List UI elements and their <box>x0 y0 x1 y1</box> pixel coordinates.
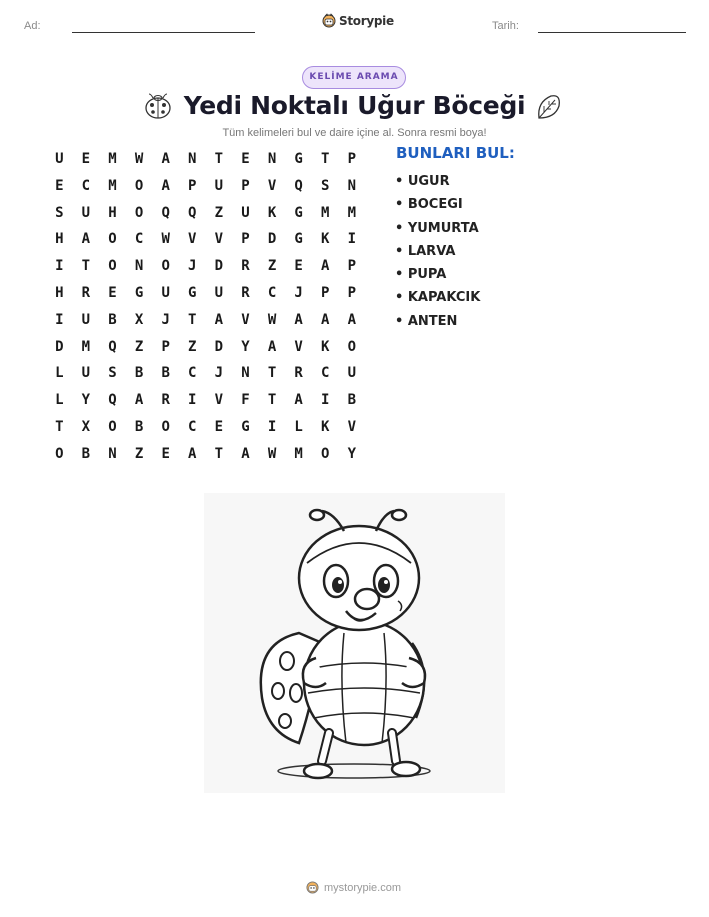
grid-letter[interactable]: G <box>241 418 250 435</box>
grid-letter[interactable]: I <box>347 231 357 248</box>
grid-letter[interactable]: O <box>108 231 117 248</box>
grid-letter[interactable]: X <box>134 311 144 328</box>
grid-letter[interactable]: M <box>321 204 330 221</box>
leaf-icon <box>535 92 563 122</box>
grid-letter[interactable]: O <box>161 418 170 435</box>
grid-letter[interactable]: Z <box>134 338 144 355</box>
grid-letter[interactable]: E <box>55 177 64 194</box>
grid-letter[interactable]: P <box>347 258 357 275</box>
grid-letter[interactable]: U <box>81 365 91 382</box>
grid-letter[interactable]: P <box>347 284 357 301</box>
grid-letter[interactable]: A <box>321 258 330 275</box>
grid-letter[interactable]: U <box>214 284 224 301</box>
grid-letter[interactable]: A <box>347 311 357 328</box>
grid-letter[interactable]: V <box>241 311 250 328</box>
grid-letter[interactable]: Z <box>134 445 144 462</box>
grid-row <box>46 200 365 227</box>
grid-letter[interactable]: A <box>294 392 303 409</box>
brand-name: Storypie <box>339 14 394 28</box>
grid-letter[interactable]: A <box>81 231 91 248</box>
grid-letter[interactable]: T <box>188 311 197 328</box>
word-list-item: • ANTEN <box>395 313 458 329</box>
grid-letter[interactable]: K <box>267 204 277 221</box>
footer-url[interactable]: mystorypie.com <box>324 881 402 894</box>
grid-letter[interactable]: A <box>241 445 250 462</box>
grid-letter[interactable]: I <box>188 392 197 409</box>
grid-letter[interactable]: N <box>241 365 250 382</box>
grid-letter[interactable]: V <box>347 418 357 435</box>
grid-letter[interactable]: N <box>267 151 277 167</box>
grid-letter[interactable]: K <box>321 231 330 248</box>
grid-letter[interactable]: I <box>55 311 64 328</box>
storypie-logo-icon <box>322 13 336 29</box>
grid-letter[interactable]: R <box>81 284 91 301</box>
grid-letter[interactable]: B <box>347 392 357 409</box>
grid-letter[interactable]: S <box>108 365 117 382</box>
grid-letter[interactable]: I <box>55 258 64 275</box>
grid-letter[interactable]: R <box>241 284 250 301</box>
grid-letter[interactable]: C <box>134 231 144 248</box>
page-title: Yedi Noktalı Uğur Böceği <box>183 91 526 120</box>
grid-letter[interactable]: Y <box>81 392 91 409</box>
grid-letter[interactable]: G <box>294 231 303 248</box>
grid-letter[interactable]: U <box>81 311 91 328</box>
grid-letter[interactable]: R <box>161 392 170 409</box>
grid-letter[interactable]: O <box>108 258 117 275</box>
grid-row <box>46 280 365 307</box>
grid-letter[interactable]: T <box>214 151 224 167</box>
grid-letter[interactable]: G <box>134 284 144 301</box>
grid-letter[interactable]: Q <box>294 177 303 194</box>
word-list-item: • UGUR <box>395 174 450 189</box>
grid-letter[interactable]: B <box>161 365 170 382</box>
grid-letter[interactable]: M <box>81 338 91 355</box>
grid-row <box>46 253 365 280</box>
grid-letter[interactable]: H <box>108 204 117 221</box>
grid-letter[interactable]: J <box>294 284 303 301</box>
grid-letter[interactable]: A <box>188 445 197 462</box>
grid-letter[interactable]: T <box>267 365 277 382</box>
grid-letter[interactable]: P <box>241 177 250 194</box>
grid-letter[interactable]: L <box>294 418 303 435</box>
grid-letter[interactable]: O <box>134 177 144 194</box>
grid-letter[interactable]: F <box>241 392 250 409</box>
grid-letter[interactable]: O <box>347 338 357 355</box>
grid-letter[interactable]: P <box>188 177 197 194</box>
grid-letter[interactable]: B <box>134 365 144 382</box>
grid-letter[interactable]: A <box>294 311 303 328</box>
grid-letter[interactable]: D <box>55 338 64 355</box>
grid-letter[interactable]: C <box>188 365 197 382</box>
grid-letter[interactable]: I <box>267 418 277 435</box>
grid-letter[interactable]: T <box>267 392 277 409</box>
grid-letter[interactable]: J <box>188 258 197 275</box>
grid-letter[interactable]: E <box>294 258 303 275</box>
grid-letter[interactable]: T <box>321 151 330 167</box>
grid-letter[interactable]: V <box>294 338 303 355</box>
grid-letter[interactable]: W <box>267 445 277 462</box>
date-line <box>538 32 686 33</box>
grid-letter[interactable]: K <box>321 338 330 355</box>
grid-letter[interactable]: T <box>55 418 64 435</box>
word-list <box>395 170 480 333</box>
grid-letter[interactable]: A <box>214 311 224 328</box>
grid-letter[interactable]: M <box>108 151 117 167</box>
grid-letter[interactable]: B <box>108 311 117 328</box>
grid-letter[interactable]: M <box>347 204 357 221</box>
grid-letter[interactable]: H <box>55 284 64 301</box>
grid-letter[interactable]: Q <box>188 204 197 221</box>
grid-letter[interactable]: O <box>161 258 170 275</box>
grid-letter[interactable]: C <box>321 365 330 382</box>
grid-row <box>46 307 365 334</box>
grid-letter[interactable]: V <box>214 231 224 248</box>
grid-letter[interactable]: U <box>214 177 224 194</box>
grid-letter[interactable]: U <box>81 204 91 221</box>
grid-letter[interactable]: A <box>321 311 330 328</box>
footer <box>306 880 401 895</box>
grid-row <box>46 226 365 253</box>
grid-row <box>46 387 365 414</box>
grid-letter[interactable]: B <box>134 418 144 435</box>
instructions: Tüm kelimeleri bul ve daire içine al. Sonra resmi boya! <box>222 127 487 139</box>
grid-letter[interactable]: M <box>108 177 117 194</box>
grid-letter[interactable]: O <box>55 445 64 462</box>
grid-letter[interactable]: E <box>108 284 117 301</box>
grid-letter[interactable]: E <box>161 445 170 462</box>
grid-letter[interactable]: E <box>81 151 91 167</box>
grid-letter[interactable]: T <box>81 258 91 275</box>
grid-letter[interactable]: N <box>108 445 117 462</box>
grid-letter[interactable]: O <box>134 204 144 221</box>
grid-letter[interactable]: Q <box>161 204 170 221</box>
grid-letter[interactable]: Z <box>267 258 277 275</box>
grid-letter[interactable]: P <box>241 231 250 248</box>
grid-letter[interactable]: Y <box>241 338 250 355</box>
grid-letter[interactable]: Z <box>188 338 197 355</box>
word-list-item: • YUMURTA <box>395 220 479 236</box>
grid-letter[interactable]: A <box>267 338 277 355</box>
grid-letter[interactable]: W <box>267 311 277 328</box>
grid-letter[interactable]: X <box>81 418 91 435</box>
grid-letter[interactable]: L <box>55 365 64 382</box>
grid-letter[interactable]: B <box>81 445 91 462</box>
category-badge: KELİME ARAMA <box>302 66 406 89</box>
name-label: Ad: <box>24 20 41 32</box>
grid-letter[interactable]: C <box>188 418 197 435</box>
grid-letter[interactable]: Z <box>214 204 224 221</box>
grid-letter[interactable]: V <box>267 177 277 194</box>
grid-letter[interactable]: A <box>161 177 170 194</box>
grid-letter[interactable]: U <box>55 151 64 167</box>
name-line <box>72 32 255 33</box>
grid-letter[interactable]: S <box>55 204 64 221</box>
grid-row <box>46 173 365 200</box>
grid-letter[interactable]: P <box>321 284 330 301</box>
grid-letter[interactable]: O <box>321 445 330 462</box>
grid-letter[interactable]: E <box>214 418 224 435</box>
grid-letter[interactable]: I <box>321 392 330 409</box>
grid-letter[interactable]: T <box>214 445 224 462</box>
grid-letter[interactable]: S <box>321 177 330 194</box>
grid-letter[interactable]: A <box>161 151 170 167</box>
grid-letter[interactable]: D <box>267 231 277 248</box>
grid-letter[interactable]: R <box>241 258 250 275</box>
grid-letter[interactable]: G <box>188 284 197 301</box>
grid-letter[interactable]: H <box>55 231 64 248</box>
grid-letter[interactable]: G <box>294 151 303 167</box>
grid-letter[interactable]: W <box>134 151 144 167</box>
grid-letter[interactable]: R <box>294 365 303 382</box>
brand-logo <box>322 13 394 29</box>
grid-letter[interactable]: J <box>214 365 224 382</box>
word-list-title: BUNLARI BUL: <box>396 144 515 162</box>
storypie-logo-icon <box>306 880 319 895</box>
grid-letter[interactable]: Q <box>108 338 117 355</box>
grid-letter[interactable]: E <box>241 151 250 167</box>
grid-letter[interactable]: A <box>134 392 144 409</box>
grid-letter[interactable]: M <box>294 445 303 462</box>
grid-letter[interactable]: C <box>267 284 277 301</box>
grid-letter[interactable]: U <box>347 365 357 382</box>
grid-row <box>46 146 365 173</box>
word-list-item: • BOCEGI <box>395 197 463 213</box>
grid-letter[interactable]: W <box>161 231 170 248</box>
grid-letter[interactable]: P <box>161 338 170 355</box>
grid-letter[interactable]: Q <box>108 392 117 409</box>
grid-letter[interactable]: U <box>241 204 250 221</box>
grid-letter[interactable]: V <box>188 231 197 248</box>
ladybug-coloring-illustration <box>204 493 505 793</box>
grid-row <box>46 441 365 468</box>
grid-letter[interactable]: U <box>161 284 170 301</box>
word-list-item: • KAPAKCIK <box>395 290 481 306</box>
grid-letter[interactable]: L <box>55 392 64 409</box>
date-label: Tarih: <box>492 20 519 32</box>
grid-letter[interactable]: V <box>214 392 224 409</box>
grid-letter[interactable]: N <box>347 177 357 194</box>
grid-letter[interactable]: K <box>321 418 330 435</box>
grid-letter[interactable]: P <box>347 151 357 167</box>
grid-row <box>46 334 365 361</box>
grid-row <box>46 360 365 387</box>
grid-letter[interactable]: D <box>214 338 224 355</box>
word-list-item: • PUPA <box>395 267 447 283</box>
word-list-item: • LARVA <box>395 243 456 259</box>
grid-letter[interactable]: N <box>134 258 144 275</box>
grid-letter[interactable]: O <box>108 418 117 435</box>
grid-row <box>46 414 365 441</box>
word-search-grid <box>46 146 365 468</box>
grid-letter[interactable]: N <box>188 151 197 167</box>
grid-letter[interactable]: G <box>294 204 303 221</box>
grid-letter[interactable]: J <box>161 311 170 328</box>
grid-letter[interactable]: C <box>81 177 91 194</box>
grid-letter[interactable]: Y <box>347 445 357 462</box>
grid-letter[interactable]: D <box>214 258 224 275</box>
